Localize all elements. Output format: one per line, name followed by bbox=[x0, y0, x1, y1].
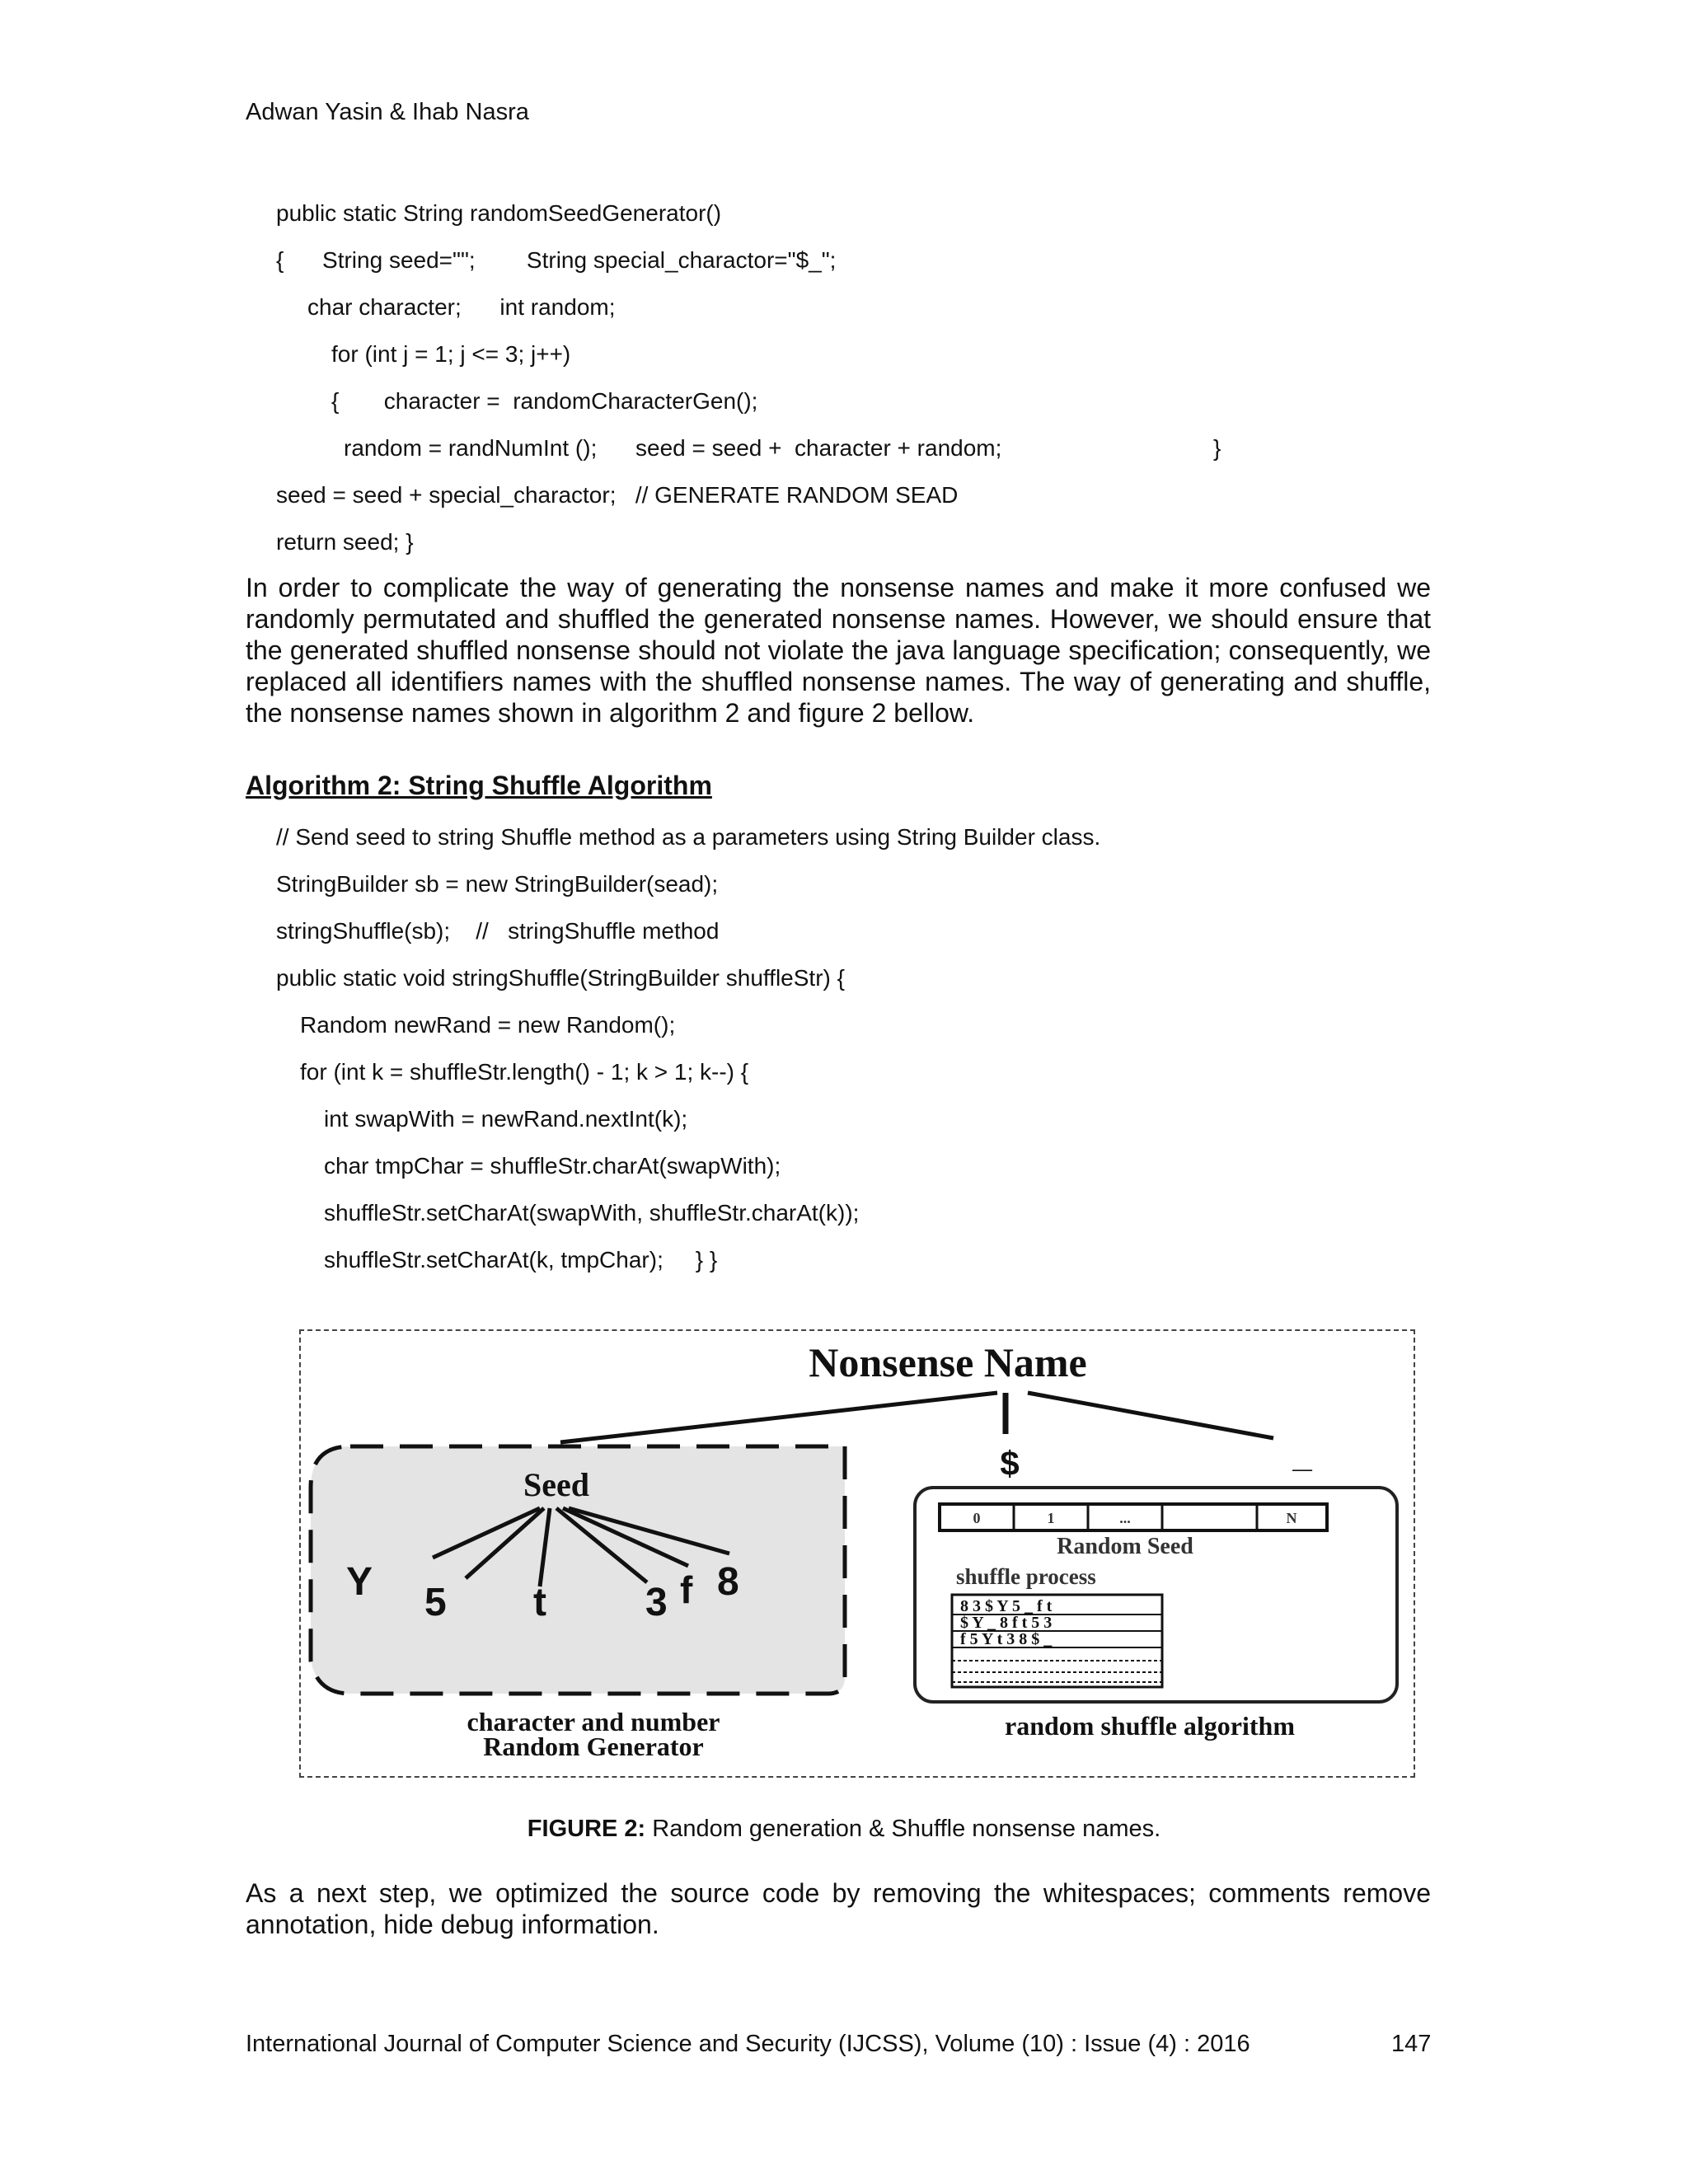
underscore-char: _ bbox=[1292, 1436, 1312, 1474]
random-seed-label: Random Seed bbox=[1057, 1534, 1193, 1559]
left-caption-line2: Random Generator bbox=[483, 1732, 704, 1761]
code-line: int swapWith = newRand.nextInt(k); bbox=[324, 1106, 688, 1132]
array-cell: 1 bbox=[1047, 1510, 1055, 1526]
branch-line bbox=[1028, 1393, 1273, 1438]
code-line: seed = seed + special_charactor; // GENERATE RANDOM SEAD bbox=[276, 482, 959, 508]
right-caption: random shuffle algorithm bbox=[1005, 1711, 1295, 1741]
seed-label: Seed bbox=[523, 1466, 589, 1503]
code-line: stringShuffle(sb); // stringShuffle method bbox=[276, 918, 720, 944]
code-line: return seed; } bbox=[276, 529, 414, 555]
array-cell: N bbox=[1286, 1510, 1297, 1526]
shuffle-row: 8 3 $ Y 5 _ f t bbox=[960, 1597, 1053, 1615]
code-line: // Send seed to string Shuffle method as a parameters using String Builder class. bbox=[276, 824, 1101, 850]
caption-label: FIGURE 2: bbox=[527, 1816, 646, 1842]
code-line: char character; int random; bbox=[307, 294, 616, 320]
algorithm2-heading: Algorithm 2: String Shuffle Algorithm bbox=[246, 771, 712, 800]
code-line: { character = randomCharacterGen(); bbox=[331, 388, 758, 414]
branch-line bbox=[560, 1393, 997, 1442]
seed-char: 8 bbox=[717, 1560, 739, 1604]
random-seed-array bbox=[940, 1504, 1327, 1530]
code-line: { String seed=""; String special_charactor="$_"; bbox=[276, 247, 837, 273]
code-line: StringBuilder sb = new StringBuilder(sead); bbox=[276, 871, 719, 897]
seed-char: 3 bbox=[645, 1581, 668, 1624]
code-line: } bbox=[1213, 435, 1221, 461]
code-line: random = randNumInt (); seed = seed + character + random; bbox=[344, 435, 1002, 461]
code-line: for (int k = shuffleStr.length() - 1; k > 1; k--) { bbox=[300, 1059, 749, 1085]
figure-caption bbox=[0, 1816, 1688, 1843]
body-paragraph: In order to complicate the way of generating the nonsense names and make it more confused we randomly permutated and shuffled the generated nonsense names. However, we should ensure that the generated shuffled nonsense should not violate the java language specification; consequently, we replaced all identifiers names with the shuffled nonsense names. The way of generating and shuffle, the nonsense names shown in algorithm 2 and figure 2 bellow. bbox=[246, 573, 1431, 728]
code-line: char tmpChar = shuffleStr.charAt(swapWith); bbox=[324, 1153, 781, 1179]
code-line: shuffleStr.setCharAt(swapWith, shuffleStr.charAt(k)); bbox=[324, 1200, 860, 1226]
seed-char: Y bbox=[346, 1560, 373, 1604]
seed-char: f bbox=[680, 1568, 693, 1611]
seed-char: t bbox=[533, 1581, 546, 1624]
dollar-char: $ bbox=[1000, 1444, 1020, 1483]
footer-journal: International Journal of Computer Science and Security (IJCSS), Volume (10) : Issue (4) : 2016 bbox=[246, 2031, 1250, 2057]
array-cell: 0 bbox=[973, 1510, 981, 1526]
running-header: Adwan Yasin & Ihab Nasra bbox=[246, 99, 529, 125]
shuffle-row: $ Y _ 8 f t 5 3 bbox=[960, 1614, 1053, 1632]
left-caption-line1: character and number bbox=[467, 1707, 720, 1736]
seed-char: 5 bbox=[424, 1581, 447, 1624]
caption-text: Random generation & Shuffle nonsense names. bbox=[645, 1816, 1161, 1842]
array-cell: ... bbox=[1119, 1510, 1131, 1526]
shuffle-row: f 5 Y t 3 8 $ _ bbox=[960, 1630, 1053, 1648]
page-number: 147 bbox=[1391, 2031, 1432, 2057]
shuffle-process-label: shuffle process bbox=[956, 1564, 1096, 1589]
code-line: for (int j = 1; j <= 3; j++) bbox=[331, 341, 571, 367]
body-paragraph: As a next step, we optimized the source code by removing the whitespaces; comments remove annotation, hide debug information. bbox=[246, 1878, 1431, 1939]
figure-2 bbox=[299, 1329, 1415, 1778]
code-line: Random newRand = new Random(); bbox=[300, 1012, 676, 1038]
code-line: public static void stringShuffle(StringBuilder shuffleStr) { bbox=[276, 965, 845, 991]
code-line: shuffleStr.setCharAt(k, tmpChar); } } bbox=[324, 1247, 718, 1272]
figure-diagram bbox=[301, 1331, 1414, 1776]
code-line: public static String randomSeedGenerator() bbox=[276, 200, 722, 226]
figure-title: Nonsense Name bbox=[809, 1339, 1087, 1385]
